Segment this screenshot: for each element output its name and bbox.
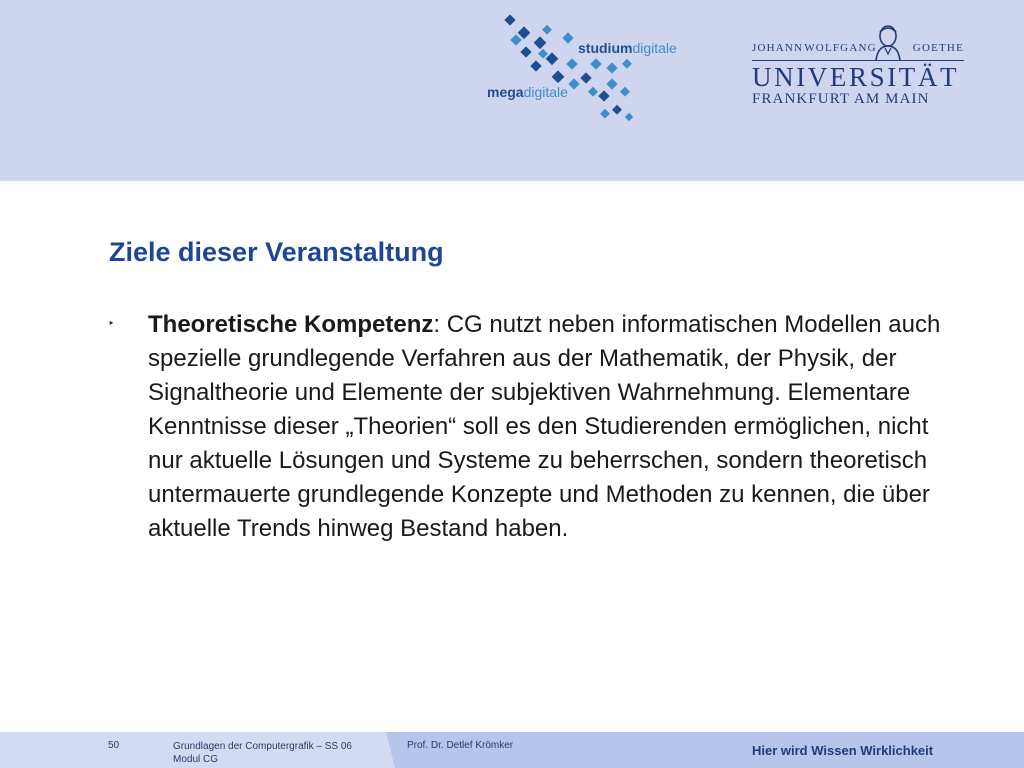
- slogan: Hier wird Wissen Wirklichkeit: [752, 743, 934, 758]
- bullet-body: : CG nutzt neben informatischen Modellen auch spezielle grundlegende Verfahren aus der Mathematik, der Physik, der Signaltheorie und Elemente der subjektiven Wahrnehmung. Elementare Kenntnisse dieser „Theorien“ soll es den Studierenden ermöglichen, nicht nur aktuelle Lösungen und Systeme zu beherrschen, sondern theoretisch untermauerte grundlegende Konzepte und Methoden zu kennen, die über aktuelle Trends hinweg Bestand haben.: [148, 311, 941, 542]
- module-name: Modul CG: [173, 754, 219, 765]
- slide-title: Ziele dieser Veranstaltung: [109, 237, 444, 267]
- founder-name: JOHANN WOLFGANG GOETHE: [752, 42, 964, 54]
- goethe-university-logo: [744, 22, 964, 112]
- professor-name: Prof. Dr. Detlef Krömker: [407, 740, 514, 751]
- page-number: 50: [108, 740, 120, 751]
- bullet-marker-icon: ‣: [108, 318, 115, 330]
- bullet-heading: Theoretische Kompetenz: [148, 311, 434, 338]
- pixel-cluster-icon: [482, 14, 672, 126]
- studiumdigitale-wordmark: studiumdigitale: [578, 40, 677, 56]
- megadigitale-wordmark: megadigitale: [487, 84, 568, 100]
- megadigitale-logo: [482, 14, 677, 126]
- course-title: Grundlagen der Computergrafik – SS 06: [173, 741, 352, 752]
- university-city: FRANKFURT AM MAIN: [752, 91, 930, 107]
- goethe-portrait-icon: [872, 24, 904, 60]
- course-info: [173, 740, 352, 766]
- divider: [752, 60, 964, 61]
- bullet-text: [148, 308, 963, 546]
- university-name: UNIVERSITÄT: [752, 62, 960, 92]
